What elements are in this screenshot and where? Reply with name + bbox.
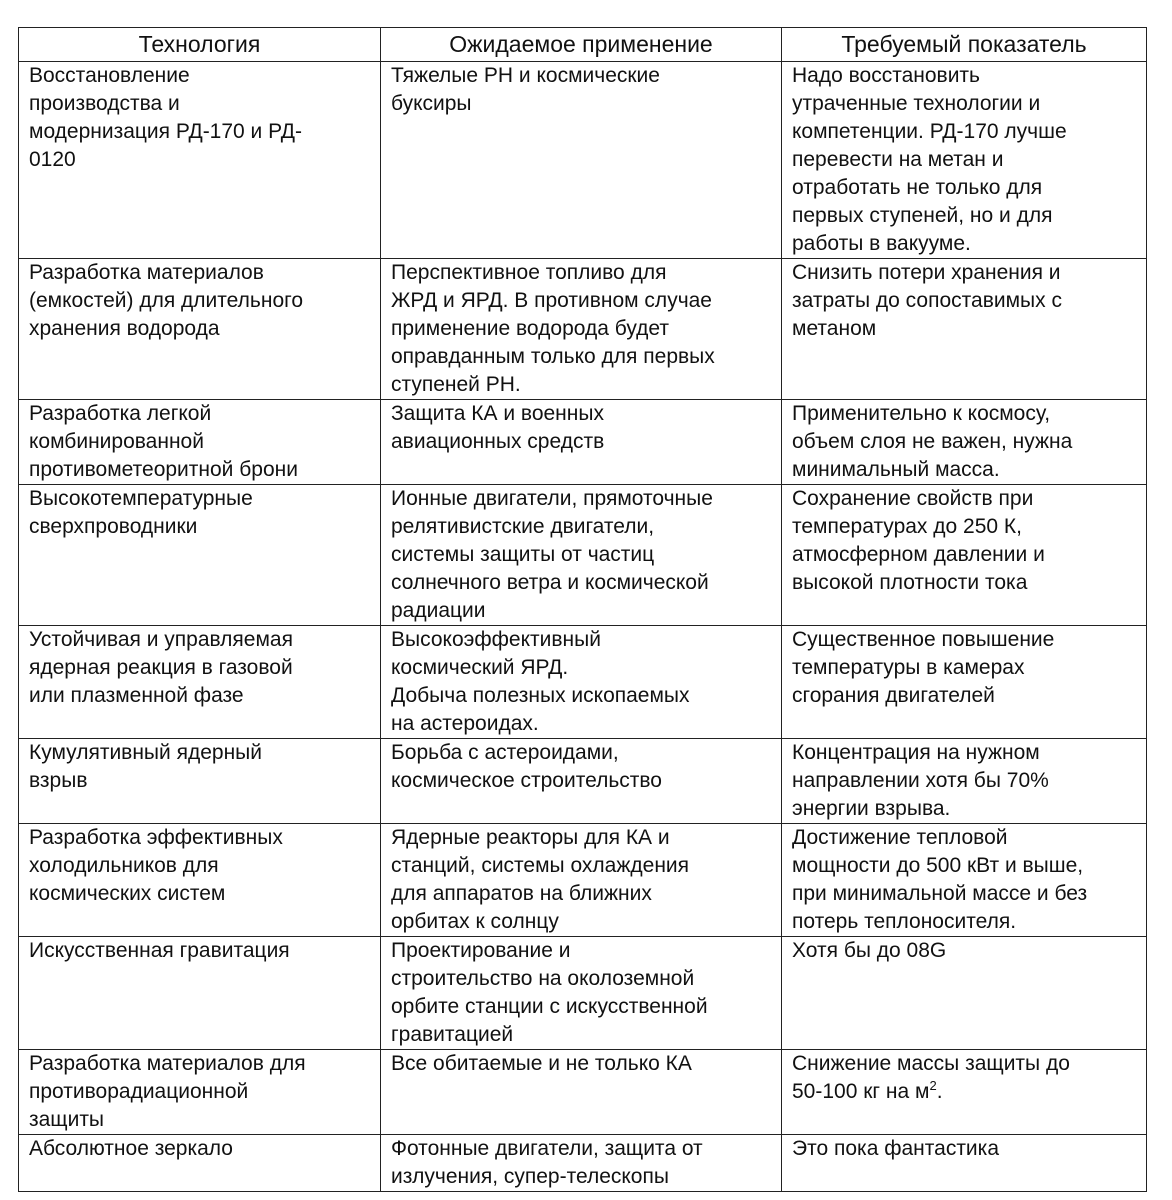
cell-technology: Абсолютное зеркало <box>19 1135 381 1192</box>
table-row <box>19 485 1147 626</box>
cell-requirement: Применительно к космосу, объем слоя не важен, нужна минимальный масса. <box>782 400 1147 485</box>
cell-technology: Высокотемпературные сверхпроводники <box>19 485 381 626</box>
cell-technology: Разработка материалов для противорадиационной защиты <box>19 1050 381 1135</box>
table-row <box>19 259 1147 400</box>
cell-technology: Разработка легкой комбинированной противометеоритной брони <box>19 400 381 485</box>
header-requirement: Требуемый показатель <box>782 28 1147 62</box>
table-row <box>19 937 1147 1050</box>
superscript-exponent: 2 <box>929 1078 937 1093</box>
cell-application: Ядерные реакторы для КА и станций, системы охлаждения для аппаратов на ближних орбитах к солнцу <box>381 824 782 937</box>
table-row <box>19 62 1147 259</box>
table-row <box>19 626 1147 739</box>
cell-requirement: Достижение тепловой мощности до 500 кВт и выше, при минимальной массе и без потерь теплоносителя. <box>782 824 1147 937</box>
cell-requirement: Надо восстановить утраченные технологии и компетенции. РД-170 лучше перевести на метан и отработать не только для первых ступеней, но и для работы в вакууме. <box>782 62 1147 259</box>
cell-application: Все обитаемые и не только КА <box>381 1050 782 1135</box>
cell-requirement: Хотя бы до 08G <box>782 937 1147 1050</box>
header-technology: Технология <box>19 28 381 62</box>
cell-technology: Устойчивая и управляемая ядерная реакция в газовой или плазменной фазе <box>19 626 381 739</box>
cell-requirement: Существенное повышение температуры в камерах сгорания двигателей <box>782 626 1147 739</box>
cell-application: Борьба с астероидами, космическое строительство <box>381 739 782 824</box>
cell-technology: Разработка эффективных холодильников для космических систем <box>19 824 381 937</box>
table-row <box>19 1050 1147 1135</box>
cell-technology: Разработка материалов (емкостей) для длительного хранения водорода <box>19 259 381 400</box>
cell-application: Фотонные двигатели, защита от излучения, супер-телескопы <box>381 1135 782 1192</box>
table-row <box>19 739 1147 824</box>
cell-technology: Искусственная гравитация <box>19 937 381 1050</box>
cell-application: Защита КА и военных авиационных средств <box>381 400 782 485</box>
table-row <box>19 400 1147 485</box>
cell-application: Проектирование и строительство на околоземной орбите станции с искусственной гравитацией <box>381 937 782 1050</box>
cell-requirement: Снизить потери хранения и затраты до сопоставимых с метаном <box>782 259 1147 400</box>
header-application: Ожидаемое применение <box>381 28 782 62</box>
cell-technology: Восстановление производства и модернизация РД-170 и РД- 0120 <box>19 62 381 259</box>
requirement-text: Снижение массы защиты до 50-100 кг на м <box>792 1052 1070 1103</box>
cell-application: Ионные двигатели, прямоточные релятивистские двигатели, системы защиты от частиц солнечного ветра и космической радиации <box>381 485 782 626</box>
cell-application: Тяжелые РН и космические буксиры <box>381 62 782 259</box>
cell-application: Высокоэффективный космический ЯРД. Добыча полезных ископаемых на астероидах. <box>381 626 782 739</box>
cell-requirement <box>782 1050 1147 1135</box>
table-row <box>19 1135 1147 1192</box>
cell-application: Перспективное топливо для ЖРД и ЯРД. В противном случае применение водорода будет оправданным только для первых ступеней РН. <box>381 259 782 400</box>
table-row <box>19 824 1147 937</box>
requirement-tail: . <box>936 1080 943 1103</box>
cell-requirement: Это пока фантастика <box>782 1135 1147 1192</box>
cell-requirement: Сохранение свойств при температурах до 250 К, атмосферном давлении и высокой плотности тока <box>782 485 1147 626</box>
cell-requirement: Концентрация на нужном направлении хотя бы 70% энергии взрыва. <box>782 739 1147 824</box>
header-row <box>19 28 1147 62</box>
cell-technology: Кумулятивный ядерный взрыв <box>19 739 381 824</box>
technology-table <box>18 27 1147 1192</box>
